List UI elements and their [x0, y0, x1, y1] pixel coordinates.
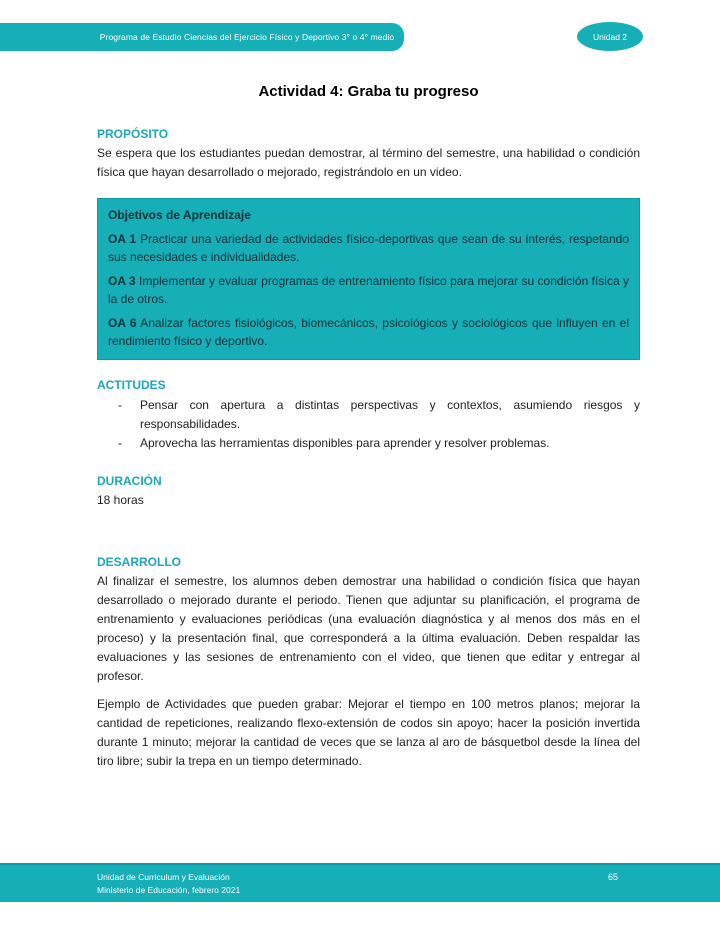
footer-line-1: Unidad de Curriculum y Evaluación [97, 872, 230, 882]
oa-item [108, 314, 629, 350]
objetivos-heading: Objetivos de Aprendizaje [108, 208, 251, 222]
actitudes-heading: ACTITUDES [97, 378, 166, 392]
unit-badge-label: Unidad 2 [592, 31, 628, 42]
list-item-text: Aprovecha las herramientas disponibles para aprender y resolver problemas. [140, 436, 550, 450]
duracion-heading: DURACIÓN [97, 474, 162, 488]
program-header-band [0, 23, 404, 51]
actitudes-list [97, 396, 640, 453]
oa-item [108, 230, 629, 266]
dash-bullet: - [118, 436, 122, 450]
oa-text: Analizar factores fisiológicos, biomecánicos, psicológicos y sociológicos que influyen en el rendimiento físico y deportivo. [108, 316, 630, 348]
proposito-heading: PROPÓSITO [97, 127, 169, 141]
program-title: Programa de Estudio Ciencias del Ejercicio Físico y Deportivo 3° o 4° medio [99, 32, 395, 42]
oa-code: OA 6 [108, 316, 137, 330]
list-item [97, 396, 640, 434]
footer-text [97, 871, 240, 897]
list-item-text: Pensar con apertura a distintas perspectivas y contextos, asumiendo riesgos y responsabilidades. [140, 398, 640, 431]
content-column [97, 82, 640, 771]
oa-item [108, 272, 629, 308]
footer-band [0, 863, 720, 902]
oa-text: Implementar y evaluar programas de entrenamiento físico para mejorar su condición física y la de otros. [108, 274, 630, 306]
desarrollo-paragraph: Al finalizar el semestre, los alumnos deben demostrar una habilidad o condición física que hayan desarrollado o mejorado durante el periodo. Tienen que adjuntar su planificación, el programa de entrenamiento y evaluaciones periódicas (una evaluación diagnóstica y al menos dos más en el proceso) y la presentación final, que corresponderá a la última evaluación. Deben respaldar las evaluaciones y las sesiones de entrenamiento con el video, que tienen que editar y entregar al profesor. [97, 574, 640, 683]
dash-bullet: - [118, 398, 122, 412]
proposito-paragraph: Se espera que los estudiantes puedan demostrar, al término del semestre, una habilidad o condición física que hayan desarrollado o mejorado, registrándolo en un video. [97, 146, 640, 179]
unit-badge [577, 22, 643, 51]
activity-title: Actividad 4: Graba tu progreso [258, 83, 479, 100]
oa-code: OA 3 [108, 274, 136, 288]
page-number: 65 [608, 872, 619, 882]
list-item [97, 434, 640, 453]
oa-text: Practicar una variedad de actividades físico-deportivas que sean de su interés, respetando sus necesidades e individualidades. [108, 232, 629, 264]
desarrollo-heading: DESARROLLO [97, 555, 181, 569]
footer-line-2: Ministerio de Educación, febrero 2021 [97, 885, 241, 895]
duracion-value: 18 horas [97, 493, 144, 507]
oa-code: OA 1 [108, 232, 137, 246]
desarrollo-paragraph: Ejemplo de Actividades que pueden grabar: Mejorar el tiempo en 100 metros planos; mejorar la cantidad de repeticiones, realizando flexo-extensión de codos sin apoyo; hacer la posición invertida durante 1 minuto; mejorar la cantidad de veces que se lanza al aro de básquetbol desde la línea del tiro libre; subir la trepa en un tiempo determinado. [97, 697, 640, 768]
objetivos-box [97, 198, 640, 360]
